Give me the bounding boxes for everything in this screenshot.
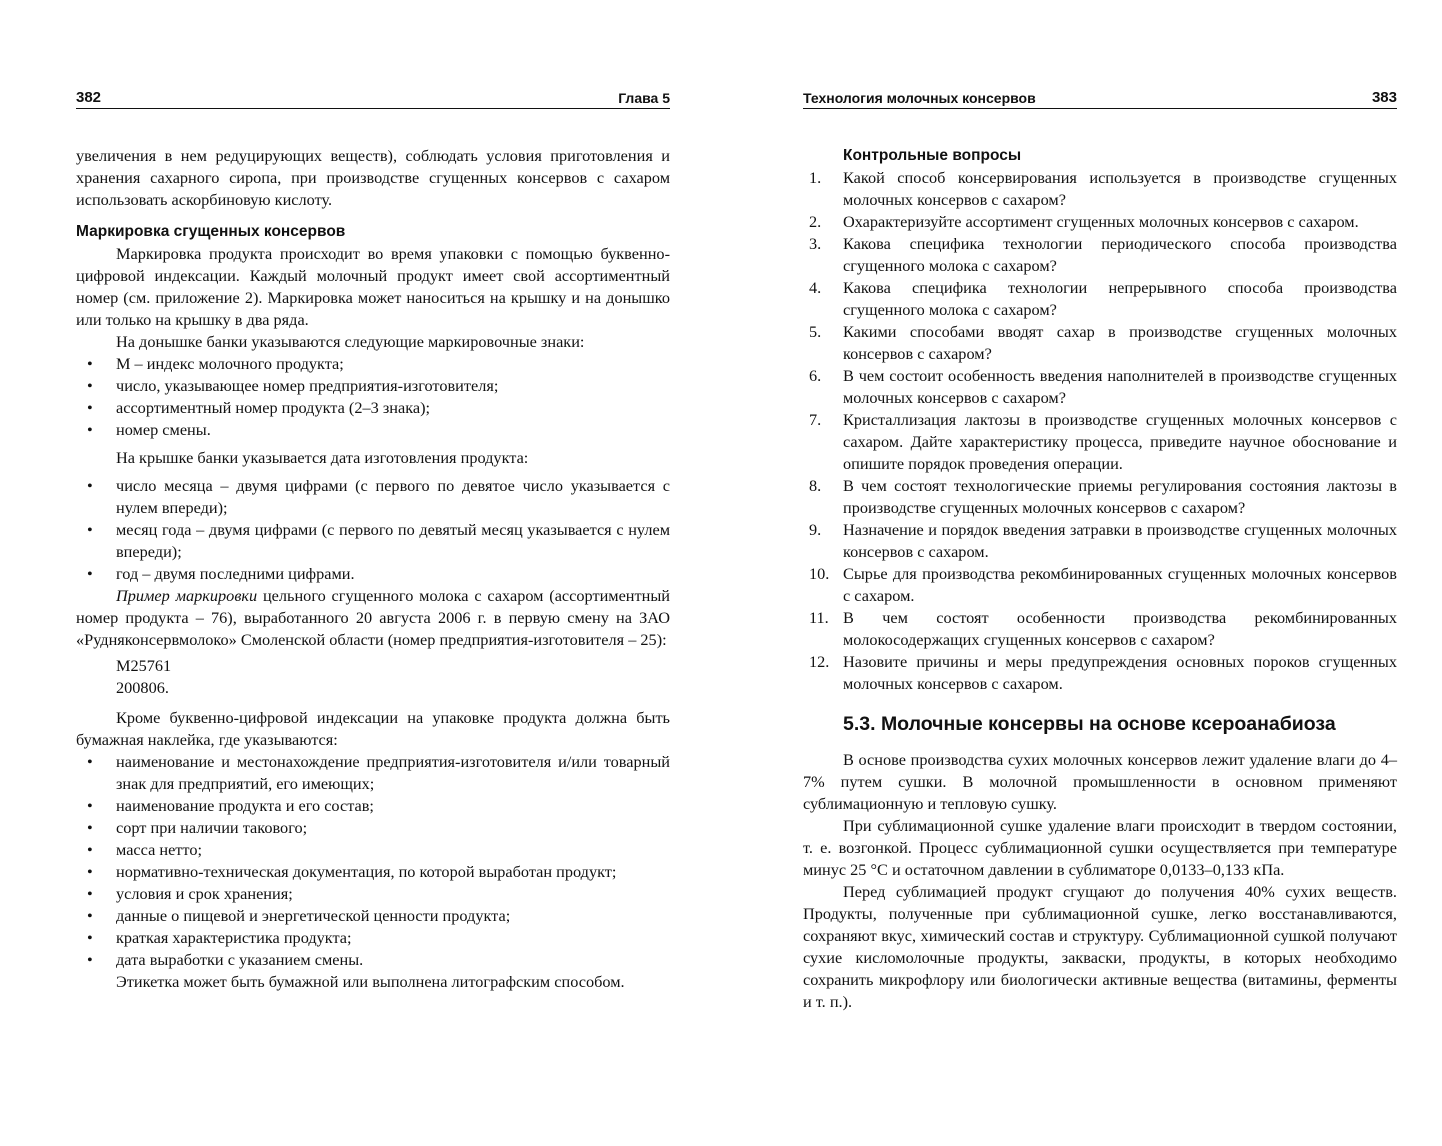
page-number: 382	[76, 89, 102, 106]
question-number: 9.	[809, 520, 822, 539]
list-item: • М – индекс молочного продукта;	[76, 353, 670, 375]
list-item: • сорт при наличии такового;	[76, 817, 670, 839]
page-number: 383	[1371, 89, 1397, 106]
paragraph-1: В основе производства сухих молочных консервов лежит удаление влаги до 4–7% путем сушки. В молочной промышленности в основном применяют сублимационную и тепловую сушку.	[803, 750, 1397, 813]
list-item: • число, указывающее номер предприятия-изготовителя;	[76, 375, 670, 397]
list-item: • год – двумя последними цифрами.	[76, 563, 670, 585]
question-number: 1.	[809, 168, 822, 187]
list-item: • наименование и местонахождение предприятия-изготовителя и/или товарный знак для предприятий, его имеющих;	[76, 751, 670, 795]
running-head: Глава 5	[618, 90, 670, 106]
question-number: 2.	[809, 212, 822, 231]
paragraph-lid-intro: На крышке банки указывается дата изготовления продукта:	[116, 448, 529, 467]
paragraph-marking: Маркировка продукта происходит во время упаковки с помощью буквенно-цифровой индексации. Каждый молочный продукт имеет свой ассортиментный номер (см. приложение 2). Маркировка может наноситься на крышку и на донышко или только на крышку в два ряда.	[76, 244, 670, 329]
heading-marking: Маркировка сгущенных консервов	[76, 223, 346, 240]
question-text: В чем состоят особенности производства рекомбинированных молокосодержащих сгущенных консервов с сахаром?	[843, 608, 1397, 649]
question-text: Кристаллизация лактозы в производстве сгущенных молочных консервов с сахаром. Дайте характеристику процесса, приведите научное обоснование и опишите порядок проведения операции.	[843, 410, 1397, 473]
list-item: • число месяца – двумя цифрами (с первого по девятое число указывается с нулем впереди);	[76, 475, 670, 519]
section-heading: 5.3. Молочные консервы на основе ксероанабиоза	[843, 713, 1336, 735]
paragraph-label-intro: Кроме буквенно-цифровой индексации на упаковке продукта должна быть бумажная наклейка, где указываются:	[76, 708, 670, 749]
bottom-signs-list	[76, 353, 670, 441]
question-item	[803, 651, 1397, 695]
questions-list	[803, 167, 1397, 695]
question-item	[803, 277, 1397, 321]
example-text: цельного сгущенного молока с сахаром (ассортиментный номер продукта – 76), выработанного 20 августа 2006 г. в первую смену на ЗАО «Рудняконсервмолоко» Смоленской области (номер предприятия-изготовителя – 25):	[76, 586, 671, 649]
left-page-header	[76, 86, 670, 109]
question-text: Сырье для производства рекомбинированных сгущенных молочных консервов с сахаром.	[843, 564, 1397, 605]
marking-code-line-2: 200806.	[116, 678, 169, 697]
list-item: • масса нетто;	[76, 839, 670, 861]
question-text: Назначение и порядок введения затравки в производстве сгущенных молочных консервов с сахаром.	[843, 520, 1397, 561]
lid-signs-list	[76, 475, 670, 585]
question-item	[803, 563, 1397, 607]
question-text: В чем состоят технологические приемы регулирования состояния лактозы в производстве сгущенных молочных консервов с сахаром?	[843, 476, 1397, 517]
paragraph-bottom-intro: На донышке банки указываются следующие маркировочные знаки:	[116, 332, 585, 351]
right-page	[803, 86, 1397, 1013]
list-item: • ассортиментный номер продукта (2–3 знака);	[76, 397, 670, 419]
question-text: Назовите причины и меры предупреждения основных пороков сгущенных молочных консервов с сахаром.	[843, 652, 1397, 693]
question-text: Охарактеризуйте ассортимент сгущенных молочных консервов с сахаром.	[843, 212, 1359, 231]
question-number: 4.	[809, 278, 822, 297]
paragraph-example	[76, 585, 670, 651]
question-text: Какой способ консервирования используется в производстве сгущенных молочных консервов с сахаром?	[843, 168, 1397, 209]
question-item	[803, 321, 1397, 365]
question-item	[803, 519, 1397, 563]
list-item: • нормативно-техническая документация, по которой выработан продукт;	[76, 861, 670, 883]
list-item: • условия и срок хранения;	[76, 883, 670, 905]
label-items-list	[76, 751, 670, 971]
heading-questions: Контрольные вопросы	[843, 147, 1022, 164]
question-number: 7.	[809, 410, 822, 429]
question-item	[803, 211, 1397, 233]
question-text: Какова специфика технологии непрерывного способа производства сгущенного молока с сахаром?	[843, 278, 1397, 319]
list-item: • краткая характеристика продукта;	[76, 927, 670, 949]
question-item	[803, 365, 1397, 409]
question-number: 5.	[809, 322, 822, 341]
right-page-header	[803, 86, 1397, 109]
question-number: 11.	[809, 608, 829, 627]
question-number: 12.	[809, 652, 830, 671]
question-number: 6.	[809, 366, 822, 385]
running-head: Технология молочных консервов	[803, 90, 1036, 106]
example-lead: Пример маркировки	[116, 586, 258, 605]
list-item: • месяц года – двумя цифрами (с первого по девятый месяц указывается с нулем впереди);	[76, 519, 670, 563]
paragraph-2: При сублимационной сушке удаление влаги происходит в твердом состоянии, т. е. возгонкой. Процесс сублимационной сушки осуществляется при температуре минус 25 °С и остаточном давлении в сублиматоре 0,0133–0,133 кПа.	[803, 816, 1397, 879]
paragraph-3: Перед сублимацией продукт сгущают до получения 40% сухих веществ. Продукты, полученные при сублимационной сушке, легко восстанавливаются, сохраняют вкус, химический состав и структуру. Сублимационной сушкой получают сухие кисломолочные продукты, закваски, продукты, в которых необходимо сохранить микрофлору или биологически активные вещества (витамины, ферменты и т. п.).	[803, 882, 1397, 1011]
paragraph-end: Этикетка может быть бумажной или выполнена литографским способом.	[116, 972, 625, 991]
question-item	[803, 167, 1397, 211]
left-page-body	[76, 145, 670, 993]
right-page-body	[803, 145, 1397, 1013]
paragraph-continued: увеличения в нем редуцирующих веществ), соблюдать условия приготовления и хранения сахарного сиропа, при производстве сгущенных консервов с сахаром использовать аскорбиновую кислоту.	[76, 146, 670, 209]
question-text: Какими способами вводят сахар в производстве сгущенных молочных консервов с сахаром?	[843, 322, 1397, 363]
list-item: • номер смены.	[76, 419, 670, 441]
question-number: 10.	[809, 564, 830, 583]
marking-code-line-1: М25761	[116, 656, 172, 675]
question-text: В чем состоит особенность введения наполнителей в производстве сгущенных молочных консервов с сахаром?	[843, 366, 1397, 407]
question-item	[803, 607, 1397, 651]
question-text: Какова специфика технологии периодического способа производства сгущенного молока с сахаром?	[843, 234, 1397, 275]
list-item: • наименование продукта и его состав;	[76, 795, 670, 817]
list-item: • данные о пищевой и энергетической ценности продукта;	[76, 905, 670, 927]
question-item	[803, 233, 1397, 277]
left-page	[76, 86, 670, 993]
question-item	[803, 409, 1397, 475]
question-number: 3.	[809, 234, 822, 253]
question-number: 8.	[809, 476, 822, 495]
list-item: • дата выработки с указанием смены.	[76, 949, 670, 971]
question-item	[803, 475, 1397, 519]
